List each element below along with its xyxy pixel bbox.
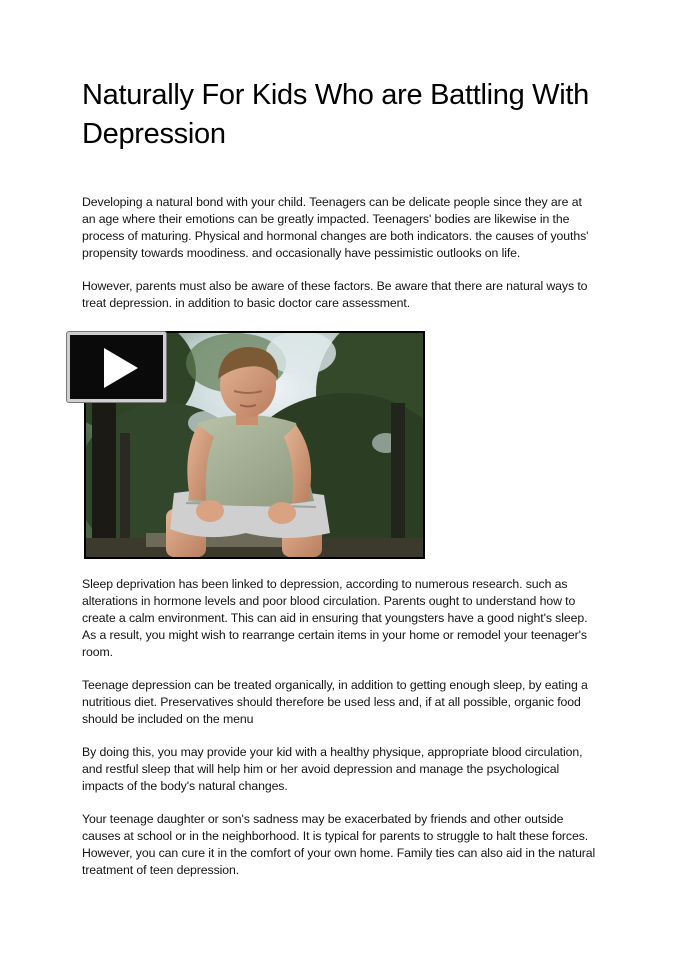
paragraph-sleep: Sleep deprivation has been linked to depression, according to numerous research. such as alterations in hormone levels and poor blood circulation. Parents ought to understand how to create a calm environment. This can aid in ensuring that youngsters have a good night's sleep. As a result, you might wish to rearrange certain items in your home or remodel your teenager's room. bbox=[82, 577, 588, 659]
paragraph-benefits: By doing this, you may provide your kid with a healthy physique, appropriate blood circulation, and restful sleep that will help him or her avoid depression and manage the psychological impacts of the body's natural changes. bbox=[82, 745, 583, 793]
play-icon bbox=[104, 348, 138, 388]
page-title: Naturally For Kids Who are Battling With Depression bbox=[82, 79, 589, 150]
play-button[interactable] bbox=[67, 332, 166, 402]
paragraph-intro: Developing a natural bond with your child. Teenagers can be delicate people since they are at an age where their emotions can be greatly impacted. Teenagers' bodies are likewise in the process of maturing. Physical and hormonal changes are both indicators. the causes of youths' propensity towards moodiness. and occasionally have pessimistic outlooks on life. bbox=[82, 195, 589, 260]
paragraph-family: Your teenage daughter or son's sadness may be exacerbated by friends and other outside causes at school or in the neighborhood. It is typical for parents to struggle to halt these forces. However, you can cure it in the comfort of your own home. Family ties can also aid in the natural treatment of teen depression. bbox=[82, 812, 596, 877]
paragraph-awareness: However, parents must also be aware of these factors. Be aware that there are natural ways to treat depression. in addition to basic doctor care assessment. bbox=[82, 279, 588, 310]
paragraph-diet: Teenage depression can be treated organically, in addition to getting enough sleep, by eating a nutritious diet. Preservatives should therefore be used less and, if at all possible, organic food should be included on the menu bbox=[82, 678, 588, 726]
